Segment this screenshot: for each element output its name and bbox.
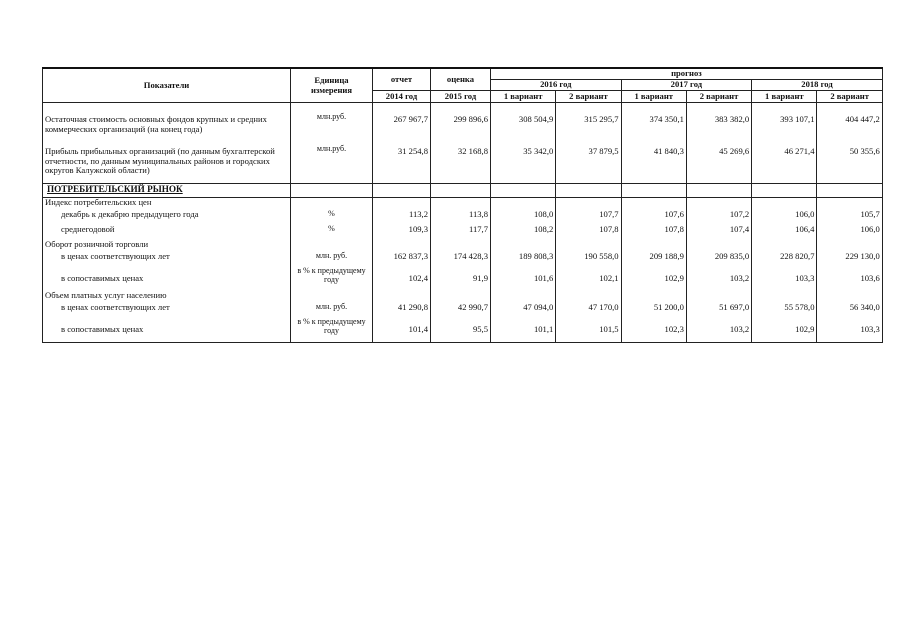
value-cell: 41 290,8 <box>373 303 431 318</box>
row-label: среднегодовой <box>43 225 291 240</box>
table-row <box>43 210 883 225</box>
row-unit: в % к предыдущему году <box>291 267 373 291</box>
group-title: Индекс потребительских цен <box>43 198 291 211</box>
section-title: ПОТРЕБИТЕЛЬСКИЙ РЫНОК <box>43 184 291 198</box>
value-cell: 383 382,0 <box>686 113 751 145</box>
value-cell: 315 295,7 <box>556 113 621 145</box>
value-cell: 107,4 <box>686 225 751 240</box>
row-label: декабрь к декабрю предыдущего года <box>43 210 291 225</box>
value-cell: 51 697,0 <box>686 303 751 318</box>
row-unit: млн. руб. <box>291 252 373 267</box>
value-cell: 31 254,8 <box>373 145 431 184</box>
value-cell: 107,8 <box>556 225 621 240</box>
empty-cell <box>431 184 491 198</box>
value-cell: 267 967,7 <box>373 113 431 145</box>
value-cell: 107,7 <box>556 210 621 225</box>
header-report: отчет <box>373 68 431 91</box>
value-cell: 102,1 <box>556 267 621 291</box>
value-cell: 46 271,4 <box>752 145 817 184</box>
value-cell: 209 835,0 <box>686 252 751 267</box>
empty-cell <box>621 184 686 198</box>
header-2016-variant-1: 1 вариант <box>491 91 556 103</box>
value-cell: 108,0 <box>491 210 556 225</box>
table-body <box>43 103 883 343</box>
value-cell: 105,7 <box>817 210 882 225</box>
header-year-2014: 2014 год <box>373 91 431 103</box>
row-label: в сопоставимых ценах <box>43 318 291 343</box>
header-estimate: оценка <box>431 68 491 91</box>
value-cell: 101,1 <box>491 318 556 343</box>
value-cell: 228 820,7 <box>752 252 817 267</box>
value-cell: 45 269,6 <box>686 145 751 184</box>
value-cell: 47 094,0 <box>491 303 556 318</box>
empty-cell <box>686 184 751 198</box>
value-cell: 47 170,0 <box>556 303 621 318</box>
value-cell: 189 808,3 <box>491 252 556 267</box>
header-indicators: Показатели <box>43 68 291 103</box>
value-cell: 107,2 <box>686 210 751 225</box>
value-cell: 229 130,0 <box>817 252 882 267</box>
empty-cell <box>817 184 882 198</box>
header-year-2015: 2015 год <box>431 91 491 103</box>
empty-cell <box>491 184 556 198</box>
value-cell: 209 188,9 <box>621 252 686 267</box>
value-cell: 299 896,6 <box>431 113 491 145</box>
table-header <box>43 68 883 103</box>
value-cell: 162 837,3 <box>373 252 431 267</box>
table-row <box>43 303 883 318</box>
empty-cell <box>621 103 686 114</box>
empty-cell <box>752 184 817 198</box>
empty-cell <box>752 103 817 114</box>
value-cell: 103,2 <box>686 267 751 291</box>
value-cell: 106,0 <box>752 210 817 225</box>
group-title: Оборот розничной торговли <box>43 240 291 252</box>
value-cell: 106,4 <box>752 225 817 240</box>
value-cell: 56 340,0 <box>817 303 882 318</box>
empty-cell <box>491 103 556 114</box>
value-cell: 108,2 <box>491 225 556 240</box>
value-cell: 393 107,1 <box>752 113 817 145</box>
empty-cell <box>291 184 373 198</box>
row-unit: в % к предыдущему году <box>291 318 373 343</box>
row-unit: % <box>291 210 373 225</box>
value-cell: 107,8 <box>621 225 686 240</box>
value-cell: 404 447,2 <box>817 113 882 145</box>
table-row <box>43 267 883 291</box>
empty-cell <box>373 184 431 198</box>
value-cell: 308 504,9 <box>491 113 556 145</box>
value-cell: 103,3 <box>752 267 817 291</box>
value-cell: 174 428,3 <box>431 252 491 267</box>
value-cell: 103,2 <box>686 318 751 343</box>
value-cell: 102,3 <box>621 318 686 343</box>
header-2018-variant-2: 2 вариант <box>817 91 882 103</box>
value-cell: 113,2 <box>373 210 431 225</box>
row-label: в ценах соответствующих лет <box>43 303 291 318</box>
row-unit: млн. руб. <box>291 303 373 318</box>
value-cell: 102,9 <box>752 318 817 343</box>
value-cell: 101,6 <box>491 267 556 291</box>
value-cell: 113,8 <box>431 210 491 225</box>
value-cell: 51 200,0 <box>621 303 686 318</box>
value-cell: 50 355,6 <box>817 145 882 184</box>
value-cell: 106,0 <box>817 225 882 240</box>
value-cell: 91,9 <box>431 267 491 291</box>
value-cell: 374 350,1 <box>621 113 686 145</box>
value-cell: 42 990,7 <box>431 303 491 318</box>
row-unit: млн.руб. <box>291 145 373 184</box>
value-cell: 190 558,0 <box>556 252 621 267</box>
value-cell: 101,4 <box>373 318 431 343</box>
spacer-cell <box>43 103 291 114</box>
header-year-2016: 2016 год <box>491 80 622 91</box>
empty-cell <box>686 103 751 114</box>
group-title: Объем платных услуг населению <box>43 291 291 303</box>
value-cell: 102,4 <box>373 267 431 291</box>
header-year-2017: 2017 год <box>621 80 752 91</box>
row-unit: % <box>291 225 373 240</box>
row-label: в ценах соответствующих лет <box>43 252 291 267</box>
value-cell: 103,3 <box>817 318 882 343</box>
row-label: Прибыль прибыльных организаций (по данным бухгалтерской отчетности, по данным муниципальных районов и городских округов Калужской области) <box>43 145 291 184</box>
value-cell: 95,5 <box>431 318 491 343</box>
value-cell: 32 168,8 <box>431 145 491 184</box>
value-cell: 37 879,5 <box>556 145 621 184</box>
value-cell: 107,6 <box>621 210 686 225</box>
header-year-2018: 2018 год <box>752 80 883 91</box>
section-title-row <box>43 184 883 198</box>
empty-cell <box>817 103 882 114</box>
table-row <box>43 252 883 267</box>
empty-cell <box>431 103 491 114</box>
row-label: Остаточная стоимость основных фондов крупных и средних коммерческих организаций (на конец года) <box>43 113 291 145</box>
header-2017-variant-1: 1 вариант <box>621 91 686 103</box>
header-2018-variant-1: 1 вариант <box>752 91 817 103</box>
value-cell: 35 342,0 <box>491 145 556 184</box>
table-row <box>43 225 883 240</box>
row-label: в сопоставимых ценах <box>43 267 291 291</box>
header-unit: Единица измерения <box>291 68 373 103</box>
value-cell: 41 840,3 <box>621 145 686 184</box>
table-row <box>43 113 883 145</box>
value-cell: 102,9 <box>621 267 686 291</box>
value-cell: 103,6 <box>817 267 882 291</box>
value-cell: 55 578,0 <box>752 303 817 318</box>
forecast-table-sheet <box>42 67 882 343</box>
table-row <box>43 145 883 184</box>
value-cell: 101,5 <box>556 318 621 343</box>
header-forecast: прогноз <box>491 68 883 80</box>
empty-cell <box>556 184 621 198</box>
header-2017-variant-2: 2 вариант <box>686 91 751 103</box>
row-unit: млн.руб. <box>291 113 373 145</box>
spacer-row <box>43 103 883 114</box>
table-row <box>43 318 883 343</box>
empty-cell <box>556 103 621 114</box>
value-cell: 117,7 <box>431 225 491 240</box>
forecast-table <box>42 67 883 343</box>
empty-cell <box>373 103 431 114</box>
header-2016-variant-2: 2 вариант <box>556 91 621 103</box>
value-cell: 109,3 <box>373 225 431 240</box>
